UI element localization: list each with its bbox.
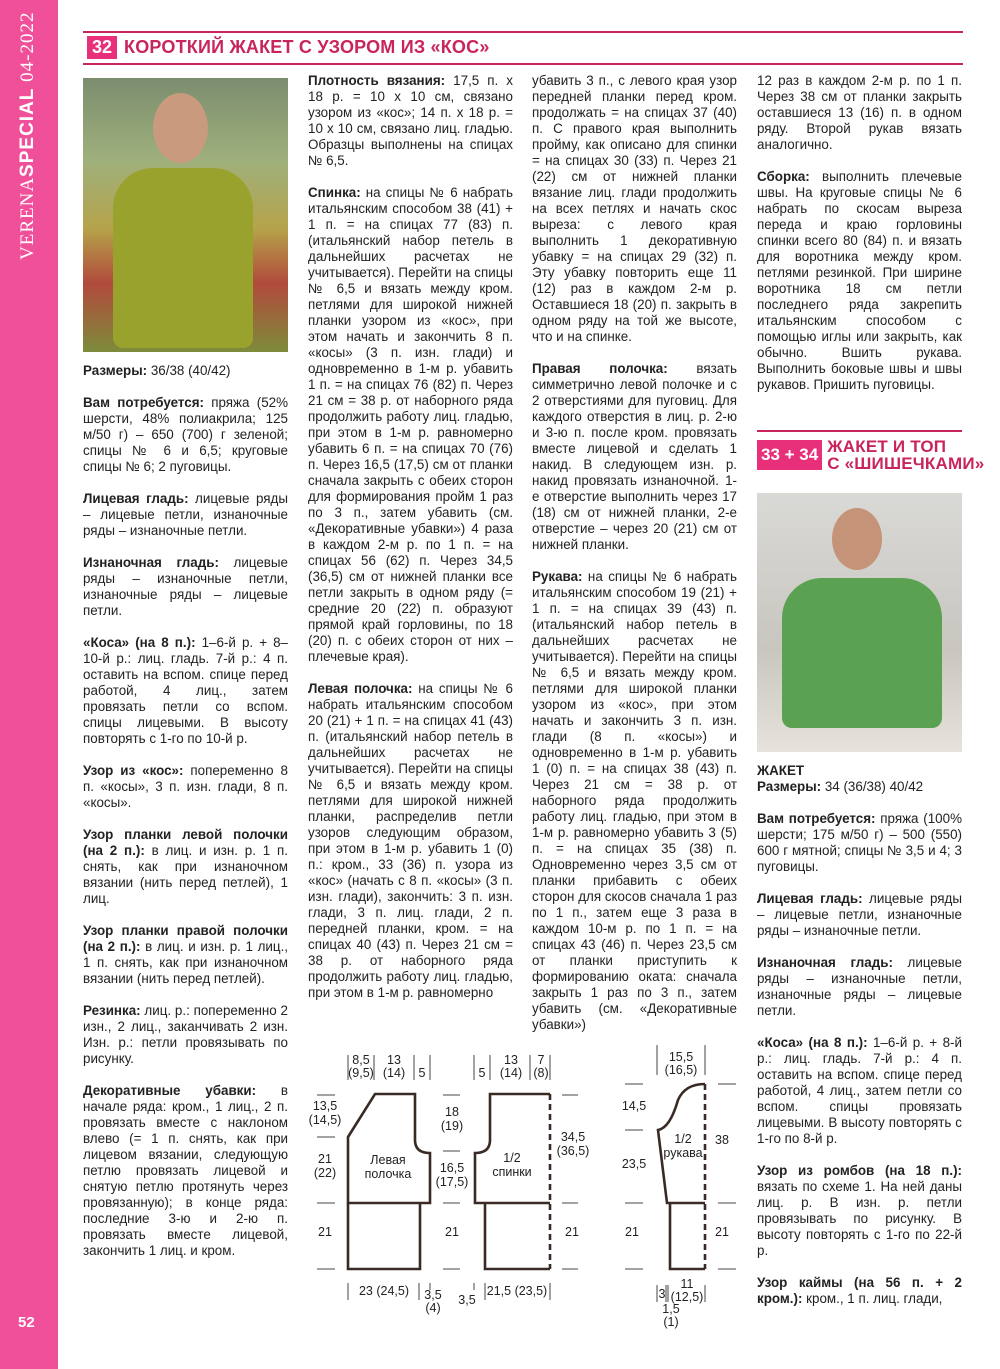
article2-title-line1: ЖАКЕТ И ТОП bbox=[827, 437, 947, 456]
column-2 bbox=[308, 73, 513, 1017]
dim: (1) bbox=[663, 1315, 679, 1329]
front-upper-shape bbox=[348, 1094, 430, 1203]
dim: (22) bbox=[313, 1166, 337, 1180]
model-face bbox=[153, 93, 208, 163]
paragraph-lead: Узор из ромбов (на 18 п.): bbox=[757, 1163, 962, 1178]
dim: 8,5 bbox=[352, 1053, 370, 1067]
column-4-bottom bbox=[757, 763, 962, 1323]
paragraph-body: кром., 1 п. лиц. глади, bbox=[802, 1291, 943, 1306]
paragraph bbox=[757, 779, 962, 795]
dim: 3,5 bbox=[424, 1288, 442, 1302]
paragraph-lead: Размеры: bbox=[83, 363, 148, 378]
paragraph-body: пряжа (52% шерсти, 48% полиакрила; 125 м/50 г) – 650 (700) г зеленой; спицы № 6 и 6,5; круговые спицы № 6; 2 пуговицы. bbox=[83, 395, 288, 474]
paragraph-body: на спицы № 6 набрать итальянским способом 19 (21) + 1 п. = на спицах 39 (43) п. (итальянский набор петель в дальнейших расчетах не учитывается). Перейти на спицы № 6,5 и вязать между кром. петлями для широкой планки узором из «кос», при этом начать и закончить 3 п. изн. глади (8 п. «косы») и одновременно в 1-м р. убавить 1 (0) п. = на спицах 38 (43) п. Через 21 см = 38 р. от наборного ряда продолжить работу лиц. гладью, при этом в 1-м р. равномерно убавить 3 (5) п. = на спицах 35 (38) п. Одновременно через 3,5 см от планки прибавить с обеих сторон для скосов сначала 1 раз по 1 п., затем еще 3 раза в каждом 10-м р. по 1 п. = на спицах 43 (46) п. Через 23,5 см от планки приступить к формированию оката: сначала закрыть 1 раз по 3 п., затем убавить (см. «Декоративные убавки») bbox=[532, 569, 737, 1032]
back-lower-shape bbox=[485, 1203, 550, 1269]
paragraph-body: выполнить плечевые швы. На круговые спицы № 6 набрать по скосам выреза переда и краю горловины спинки всего 80 (84) п. и вязать для воротника между кром. петлями резинкой. При ширине воротника 18 см петли последнего ряда закрепить итальянским способом с помощью иглы или закрыть, как обычно. Вшить рукава. Выполнить боковые швы и швы рукавов. Пришить пуговицы. bbox=[757, 169, 962, 392]
dim: (14,5) bbox=[308, 1113, 342, 1127]
dim: 7 bbox=[537, 1053, 545, 1067]
article-title: КОРОТКИЙ ЖАКЕТ С УЗОРОМ ИЗ «КОС» bbox=[124, 37, 490, 57]
dim: 13,5 bbox=[312, 1099, 338, 1113]
paragraph-body: пряжа (100% шерсти; 175 м/50 г) – 500 (550) 600 г мятной; спицы № 3,5 и 4; 3 пуговицы. bbox=[757, 811, 962, 874]
paragraph-lead: Узор из «кос»: bbox=[83, 763, 184, 778]
sleeve-label: 1/2 bbox=[674, 1132, 692, 1146]
sleeve-label: рукава bbox=[663, 1146, 703, 1160]
sleeve-lower-shape bbox=[670, 1203, 705, 1269]
paragraph bbox=[757, 73, 962, 153]
paragraph-lead: Вам потребуется: bbox=[83, 395, 204, 410]
paragraph-lead: Вам потребуется: bbox=[757, 811, 876, 826]
paragraph-lead: Размеры: bbox=[757, 779, 822, 794]
dim: 14,5 bbox=[621, 1099, 647, 1113]
paragraph bbox=[308, 681, 513, 1001]
back-label: спинки bbox=[492, 1165, 532, 1179]
dim: (8) bbox=[533, 1066, 549, 1080]
issue-number: 04-2022 bbox=[17, 11, 38, 82]
photo-model-mint-jacket bbox=[757, 493, 962, 752]
photo-model-green-jacket bbox=[83, 78, 288, 352]
section-text bbox=[757, 779, 962, 1307]
paragraph-lead: «Коса» (на 8 п.): bbox=[83, 635, 196, 650]
dim: (14) bbox=[382, 1066, 406, 1080]
paragraph bbox=[757, 955, 962, 1019]
dim: 23 (24,5) bbox=[358, 1284, 410, 1298]
paragraph-body: в лиц. и изн. р. 1 п. снять, как при изнаночном вязании (нить перед петлей), 1 лиц. bbox=[83, 843, 289, 906]
paragraph bbox=[83, 363, 288, 379]
dim: 23,5 bbox=[621, 1157, 647, 1171]
paragraph-lead: Левая полочка: bbox=[308, 681, 413, 696]
paragraph-lead: Рукава: bbox=[532, 569, 583, 584]
paragraph-body: лиц. р.: попеременно 2 изн., 2 лиц., заканчивать 2 изн. Изн. р.: петли провязывать по рисунку. bbox=[83, 1003, 288, 1066]
dim: 21 bbox=[715, 1225, 729, 1239]
column-4-top bbox=[757, 73, 962, 409]
dim: 5 bbox=[478, 1066, 486, 1080]
header-rule-top bbox=[83, 31, 963, 33]
paragraph-body: 17,5 п. х 18 р. = 10 х 10 см, связано узором из «кос»; 14 п. х 18 р. = 10 х 10 см, связано лиц. гладью. Образцы выполнены на спицах № 6,5. bbox=[308, 73, 513, 168]
paragraph bbox=[83, 923, 288, 987]
jacket-shape bbox=[113, 168, 253, 348]
paragraph-body: 1–6-й р. + 8–10-й р.: лиц. гладь. 7-й р.: 4 п. оставить на вспом. спице перед работой, 4 лиц., затем провязать петли со вспом. спицы лицевыми. В высоту повторять с 1-го по 10-й р. bbox=[83, 635, 288, 746]
article2-header bbox=[757, 438, 984, 472]
paragraph-lead: Спинка: bbox=[308, 185, 361, 200]
dim: (4) bbox=[425, 1301, 441, 1315]
brand-name: VERENA bbox=[17, 176, 38, 260]
dim: (36,5) bbox=[556, 1144, 590, 1158]
paragraph bbox=[308, 185, 513, 665]
paragraph-lead: Узор каймы (на 56 п. + 2 кром.): bbox=[757, 1275, 962, 1306]
paragraph bbox=[532, 361, 737, 553]
dim: 3 bbox=[658, 1287, 666, 1301]
paragraph bbox=[83, 395, 288, 475]
paragraph bbox=[757, 1163, 962, 1259]
brand-special: SPECIAL bbox=[17, 87, 38, 177]
model-face bbox=[832, 508, 882, 570]
paragraph-body: на спицы № 6 набрать итальянским способом 38 (41) + 1 п. = на спицах 77 (83) п. (итальянский набор петель в дальнейших расчетах не учитывается). Перейти на спицы № 6,5 и вязать между кром. петлями для широкой нижней планки узором из «кос», при этом начать и закончить 8 п. «косы» (3 п. изн. глади) и одновременно в 1-м р. убавить 1 п. = на спицах 76 (82) п. Через 21 см = 38 р. от наборного ряда продолжить работу лиц. гладью, при этом в 1-м р. равномерно убавить 6 п. = на спицах 70 (76) п. Через 16,5 (17,5) см от планки сначала закрыть с обеих сторон для формирования пройм 1 раз по 3 п., затем убавить (см. «Декоративные убавки») 4 раза в каждом 2-м р. по 1 п. = на спицах 56 (62) п. Через 34,5 (36,5) см от нижней планки все петли закрыть в одном ряду (= средние 20 (22) п. образуют прямой край горловины, по 18 (20) п. с обеих сторон от них – плечевые края). bbox=[308, 185, 513, 664]
paragraph-body: лицевые ряды – лицевые петли, изнаночные ряды – изнаночные петли. bbox=[83, 491, 288, 538]
paragraph-body: лицевые ряды – изнаночные петли, изнаночные ряды – лицевые петли. bbox=[83, 555, 288, 618]
paragraph-body: 34 (36/38) 40/42 bbox=[821, 779, 924, 794]
paragraph bbox=[757, 811, 962, 875]
paragraph bbox=[83, 635, 288, 747]
dim: 21 bbox=[445, 1225, 459, 1239]
dim: 18 bbox=[445, 1105, 459, 1119]
paragraph-lead: Изнаночная гладь: bbox=[757, 955, 893, 970]
dim: 38 bbox=[715, 1133, 729, 1147]
paragraph-body: попеременно 8 п. «косы», 3 п. изн. глади, 8 п. «косы». bbox=[83, 763, 288, 810]
dim: 34,5 bbox=[560, 1130, 586, 1144]
paragraph bbox=[757, 1035, 962, 1147]
article-header bbox=[87, 36, 490, 59]
paragraph bbox=[757, 169, 962, 393]
paragraph bbox=[308, 73, 513, 169]
paragraph bbox=[532, 569, 737, 1033]
dim: (14) bbox=[499, 1066, 523, 1080]
magazine-title bbox=[17, 12, 39, 261]
jacket-shape bbox=[782, 578, 942, 728]
dim: (12,5) bbox=[670, 1290, 704, 1304]
paragraph bbox=[83, 555, 288, 619]
paragraph bbox=[83, 827, 288, 907]
paragraph-lead: Лицевая гладь: bbox=[757, 891, 863, 906]
paragraph-lead: Резинка: bbox=[83, 1003, 141, 1018]
article-number: 32 bbox=[87, 36, 117, 59]
paragraph-lead: Изнаночная гладь: bbox=[83, 555, 219, 570]
dim: 21,5 (23,5) bbox=[486, 1284, 548, 1298]
paragraph-lead: Плотность вязания: bbox=[308, 73, 446, 88]
dim: 21 bbox=[565, 1225, 579, 1239]
column-3 bbox=[532, 73, 737, 1049]
header-rule-bottom bbox=[83, 63, 963, 65]
front-lower-shape bbox=[348, 1203, 420, 1269]
article2-title bbox=[827, 438, 984, 472]
section-rule bbox=[757, 430, 962, 432]
dim: 16,5 bbox=[439, 1161, 465, 1175]
paragraph-body: убавить 3 п., с левого края узор передней планки перед кром. продолжать = на спицах 37 (40) п. С правого края выполнить пройму, как описано для спинки = на спицах 30 (33) п. Через 21 (22) см от нижней планки вязание лиц. глади продолжить на всех петлях и начать скос выреза: с левого края выполнить 1 декоративную убавку = на спицах 29 (32) п. Эту убавку повторить еще 11 (12) раз в каждом 2-м р. Оставшиеся 18 (20) п. закрыть в одном ряду на той же высоте, что и на спинке. bbox=[532, 73, 737, 344]
pattern-diagram bbox=[300, 1040, 750, 1340]
dim: 13 bbox=[504, 1053, 518, 1067]
dim: (19) bbox=[440, 1119, 464, 1133]
dim: 21 bbox=[318, 1152, 332, 1166]
paragraph-lead: Правая полочка: bbox=[532, 361, 668, 376]
back-label: 1/2 bbox=[503, 1151, 521, 1165]
paragraph-lead: Декоративные убавки: bbox=[83, 1083, 257, 1098]
paragraph-body: вязать по схеме 1. На ней даны лиц. р. В изн. р. петли провязывать по рисунку. В высоту повторять с 1-го по 22-й р. bbox=[757, 1179, 962, 1258]
dim: (9,5) bbox=[348, 1066, 374, 1080]
dim: 11 bbox=[680, 1277, 694, 1291]
article2-title-line2: С «ШИШЕЧКАМИ» bbox=[827, 454, 985, 473]
paragraph bbox=[83, 763, 288, 811]
paragraph-body: в начале ряда: кром., 1 лиц., 2 п. провязать вместе с наклоном влево (= 1 п. снять, как при лицевом вязании, следующую петлю провязать лицевой и снятую петлю протянуть через провязанную); в конце ряда: последние 3-ю и 2-ю п. провязать вместе лицевой, закончить 1 лиц. и кром. bbox=[83, 1083, 288, 1258]
paragraph-body: 1–6-й р. + 8-й р.: лиц. гладь. 7-й р.: 4 п. оставить на вспом. спице перед работой, 4 лиц., затем петли со вспом. спицы провязать лицевыми. В высоту повторять с 1-го по 8-й р. bbox=[757, 1035, 962, 1146]
dim: 5 bbox=[418, 1066, 426, 1080]
paragraph bbox=[83, 1003, 288, 1067]
front-label: полочка bbox=[364, 1167, 412, 1181]
paragraph-lead: Лицевая гладь: bbox=[83, 491, 189, 506]
article2-number: 33 + 34 bbox=[757, 440, 822, 470]
front-label: Левая bbox=[370, 1153, 406, 1167]
paragraph-body: вязать симметрично левой полочке и с 2 отверстиями для пуговиц. Для каждого отверстия в лиц. р. 2-ю и 3-ю п. после кром. провязать вместе лицевой и сделать 1 накид. В следующем изн. р. накид провязать изнаночной. 1-е отверстие выполнить через 17 (18) см от нижней планки, 2-е отверстие – через 20 (21) см от нижней планки. bbox=[532, 361, 737, 552]
dim: (17,5) bbox=[435, 1175, 469, 1189]
dim: 21 bbox=[318, 1225, 332, 1239]
column-1 bbox=[83, 363, 288, 1275]
sidebar bbox=[0, 0, 58, 1369]
paragraph bbox=[532, 73, 737, 345]
paragraph-body: на спицы № 6 набрать итальянским способом 20 (21) + 1 п. = на спицах 41 (43) п. (итальянский набор петель в дальнейших расчетах не учитывается). Перейти на спицы № 6,5 и вязать между кром. петлями для широкой нижней планки, распределив петли узоров следующим образом, при этом в 1-м р. убавить 1 (0) п.: кром., 33 (36) п. узора из «кос» (начать с 8 п. «косы» (3 п. изн. глади), закончить: 3 п. изн. глади, 3 п. лиц. глади, 2 п. передней планки, кром. = на спицах 40 (43) п. Через 21 см = 38 р. от наборного ряда продолжить работу лиц. гладью, при этом в 1-м р. равномерно bbox=[308, 681, 513, 1000]
page-number: 52 bbox=[18, 1314, 35, 1331]
dim: 15,5 bbox=[668, 1050, 694, 1064]
paragraph-lead: «Коса» (на 8 п.): bbox=[757, 1035, 868, 1050]
dim: 13 bbox=[387, 1053, 401, 1067]
paragraph-body: 12 раз в каждом 2-м р. по 1 п. Через 38 см от планки закрыть оставшиеся 13 (16) п. в одном ряду. Второй рукав вязать аналогично. bbox=[757, 73, 962, 152]
paragraph bbox=[757, 891, 962, 939]
dim: 1,5 bbox=[662, 1302, 680, 1316]
paragraph-body: лицевые ряды – изнаночные петли, изнаночные ряды – лицевые петли. bbox=[757, 955, 962, 1018]
paragraph-body: 36/38 (40/42) bbox=[147, 363, 231, 378]
dim: 3,5 bbox=[458, 1293, 476, 1307]
paragraph bbox=[757, 1275, 962, 1307]
paragraph-lead: Узор планки левой полочки (на 2 п.): bbox=[83, 827, 288, 858]
paragraph bbox=[83, 491, 288, 539]
paragraph-body: лицевые ряды – лицевые петли, изнаночные ряды – изнаночные петли. bbox=[757, 891, 962, 938]
paragraph-body: в лиц. и изн. р. 1 лиц., 1 п. снять, как при изнаночном вязании (нить перед петлей). bbox=[83, 939, 289, 986]
paragraph bbox=[83, 1083, 288, 1259]
dim: 21 bbox=[625, 1225, 639, 1239]
paragraph-lead: Узор планки правой полочки (на 2 п.): bbox=[83, 923, 288, 954]
dim: (16,5) bbox=[664, 1063, 698, 1077]
section-heading: ЖАКЕТ bbox=[757, 763, 805, 778]
paragraph-lead: Сборка: bbox=[757, 169, 810, 184]
back-upper-shape bbox=[475, 1094, 550, 1203]
